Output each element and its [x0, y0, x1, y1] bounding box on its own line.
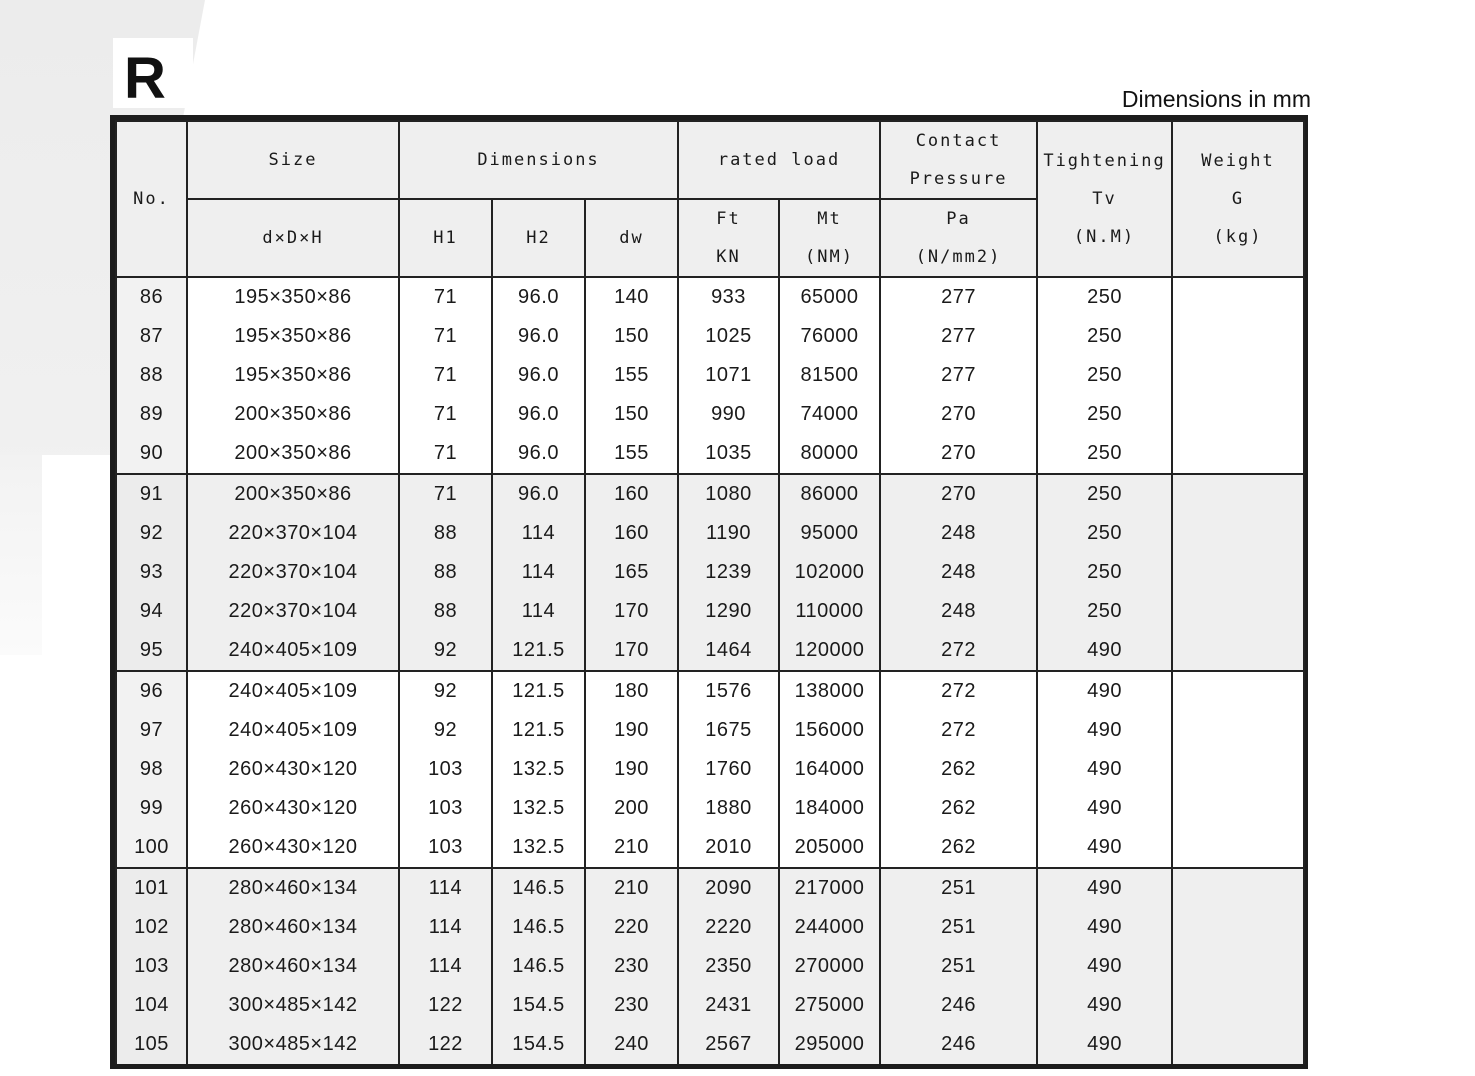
cell-mt: 81500	[779, 356, 880, 395]
cell-ft: 2220	[678, 908, 779, 947]
header-tightening: Tightening Tv (N.M)	[1037, 121, 1172, 277]
cell-mt: 74000	[779, 395, 880, 434]
cell-h2: 121.5	[492, 671, 585, 711]
cell-size: 240×405×109	[187, 631, 399, 671]
cell-size: 195×350×86	[187, 277, 399, 317]
cell-dw: 170	[585, 631, 678, 671]
cell-tv: 250	[1037, 277, 1172, 317]
spec-table	[115, 120, 1305, 1064]
cell-dw: 220	[585, 908, 678, 947]
cell-no: 93	[116, 553, 187, 592]
cell-dw: 155	[585, 434, 678, 474]
cell-mt: 184000	[779, 789, 880, 828]
cell-weight	[1172, 868, 1304, 908]
cell-dw: 230	[585, 986, 678, 1025]
cell-no: 90	[116, 434, 187, 474]
cell-tv: 250	[1037, 356, 1172, 395]
cell-h1: 88	[399, 514, 492, 553]
cell-h2: 146.5	[492, 868, 585, 908]
cell-weight	[1172, 750, 1304, 789]
cell-h1: 71	[399, 317, 492, 356]
cell-ft: 933	[678, 277, 779, 317]
header-no: No.	[116, 121, 187, 277]
cell-h1: 103	[399, 789, 492, 828]
spec-table-frame	[110, 115, 1308, 1069]
header-weight: Weight G (kg)	[1172, 121, 1304, 277]
cell-dw: 150	[585, 317, 678, 356]
table-row	[116, 592, 1304, 631]
cell-dw: 170	[585, 592, 678, 631]
cell-pa: 251	[880, 868, 1037, 908]
cell-h1: 71	[399, 277, 492, 317]
cell-ft: 1071	[678, 356, 779, 395]
header-pa: Pa (N/mm2)	[880, 199, 1037, 277]
table-row	[116, 750, 1304, 789]
cell-pa: 270	[880, 474, 1037, 514]
cell-tv: 490	[1037, 828, 1172, 868]
header-mt: Mt (NM)	[779, 199, 880, 277]
cell-pa: 272	[880, 631, 1037, 671]
cell-pa: 262	[880, 828, 1037, 868]
cell-dw: 190	[585, 711, 678, 750]
cell-tv: 490	[1037, 671, 1172, 711]
cell-h2: 114	[492, 592, 585, 631]
cell-weight	[1172, 947, 1304, 986]
cell-mt: 275000	[779, 986, 880, 1025]
cell-size: 200×350×86	[187, 395, 399, 434]
cell-mt: 244000	[779, 908, 880, 947]
cell-no: 104	[116, 986, 187, 1025]
header-rated-load: rated load	[678, 121, 880, 199]
cell-dw: 155	[585, 356, 678, 395]
cell-dw: 165	[585, 553, 678, 592]
cell-no: 102	[116, 908, 187, 947]
cell-h2: 121.5	[492, 711, 585, 750]
cell-h2: 96.0	[492, 434, 585, 474]
cell-ft: 1025	[678, 317, 779, 356]
cell-no: 100	[116, 828, 187, 868]
cell-h1: 103	[399, 828, 492, 868]
cell-ft: 1080	[678, 474, 779, 514]
cell-h2: 96.0	[492, 317, 585, 356]
table-header	[116, 121, 1304, 277]
cell-weight	[1172, 828, 1304, 868]
cell-size: 220×370×104	[187, 553, 399, 592]
cell-weight	[1172, 317, 1304, 356]
cell-pa: 277	[880, 317, 1037, 356]
table-row	[116, 986, 1304, 1025]
cell-mt: 295000	[779, 1025, 880, 1064]
cell-size: 280×460×134	[187, 868, 399, 908]
cell-tv: 490	[1037, 750, 1172, 789]
cell-size: 260×430×120	[187, 750, 399, 789]
cell-dw: 150	[585, 395, 678, 434]
cell-ft: 1675	[678, 711, 779, 750]
cell-ft: 2090	[678, 868, 779, 908]
cell-mt: 95000	[779, 514, 880, 553]
cell-h1: 122	[399, 986, 492, 1025]
cell-size: 260×430×120	[187, 789, 399, 828]
cell-no: 99	[116, 789, 187, 828]
cell-pa: 248	[880, 592, 1037, 631]
table-row	[116, 828, 1304, 868]
header-contact-pressure: Contact Pressure	[880, 121, 1037, 199]
header-ft: Ft KN	[678, 199, 779, 277]
table-row	[116, 277, 1304, 317]
cell-h1: 71	[399, 474, 492, 514]
cell-h1: 71	[399, 434, 492, 474]
table-row	[116, 671, 1304, 711]
cell-h1: 88	[399, 592, 492, 631]
cell-h2: 114	[492, 553, 585, 592]
cell-ft: 2567	[678, 1025, 779, 1064]
header-h2: H2	[492, 199, 585, 277]
cell-tv: 250	[1037, 317, 1172, 356]
cell-weight	[1172, 514, 1304, 553]
cell-h2: 154.5	[492, 1025, 585, 1064]
cell-h1: 114	[399, 868, 492, 908]
cell-size: 220×370×104	[187, 514, 399, 553]
cell-mt: 120000	[779, 631, 880, 671]
cell-size: 240×405×109	[187, 711, 399, 750]
header-size: Size	[187, 121, 399, 199]
table-row	[116, 317, 1304, 356]
cell-no: 97	[116, 711, 187, 750]
cell-h1: 122	[399, 1025, 492, 1064]
table-row	[116, 631, 1304, 671]
cell-mt: 164000	[779, 750, 880, 789]
cell-weight	[1172, 395, 1304, 434]
cell-h2: 154.5	[492, 986, 585, 1025]
cell-no: 91	[116, 474, 187, 514]
cell-pa: 246	[880, 1025, 1037, 1064]
cell-h1: 92	[399, 711, 492, 750]
cell-pa: 270	[880, 434, 1037, 474]
cell-h2: 96.0	[492, 356, 585, 395]
cell-pa: 246	[880, 986, 1037, 1025]
cell-no: 95	[116, 631, 187, 671]
cell-tv: 490	[1037, 789, 1172, 828]
cell-h2: 121.5	[492, 631, 585, 671]
cell-no: 101	[116, 868, 187, 908]
cell-pa: 272	[880, 711, 1037, 750]
cell-pa: 251	[880, 908, 1037, 947]
cell-tv: 490	[1037, 908, 1172, 947]
cell-mt: 138000	[779, 671, 880, 711]
cell-dw: 230	[585, 947, 678, 986]
cell-tv: 490	[1037, 1025, 1172, 1064]
cell-tv: 250	[1037, 553, 1172, 592]
table-row	[116, 868, 1304, 908]
table-row	[116, 474, 1304, 514]
cell-tv: 490	[1037, 947, 1172, 986]
cell-pa: 262	[880, 789, 1037, 828]
cell-dw: 180	[585, 671, 678, 711]
cell-no: 87	[116, 317, 187, 356]
cell-h1: 114	[399, 908, 492, 947]
cell-mt: 217000	[779, 868, 880, 908]
cell-weight	[1172, 356, 1304, 395]
table-row	[116, 514, 1304, 553]
cell-h2: 132.5	[492, 789, 585, 828]
cell-weight	[1172, 986, 1304, 1025]
cell-no: 88	[116, 356, 187, 395]
cell-ft: 2350	[678, 947, 779, 986]
cell-ft: 1035	[678, 434, 779, 474]
cell-ft: 1576	[678, 671, 779, 711]
cell-mt: 156000	[779, 711, 880, 750]
cell-pa: 251	[880, 947, 1037, 986]
cell-no: 98	[116, 750, 187, 789]
row-group-2	[116, 474, 1304, 671]
header-dw: dw	[585, 199, 678, 277]
row-group-3	[116, 671, 1304, 868]
cell-weight	[1172, 908, 1304, 947]
cell-dw: 240	[585, 1025, 678, 1064]
cell-ft: 2010	[678, 828, 779, 868]
cell-tv: 250	[1037, 514, 1172, 553]
cell-dw: 160	[585, 474, 678, 514]
cell-mt: 80000	[779, 434, 880, 474]
header-size-formula: d×D×H	[187, 199, 399, 277]
cell-dw: 200	[585, 789, 678, 828]
cell-size: 200×350×86	[187, 434, 399, 474]
cell-mt: 65000	[779, 277, 880, 317]
cell-tv: 250	[1037, 474, 1172, 514]
cell-ft: 1464	[678, 631, 779, 671]
cell-dw: 210	[585, 868, 678, 908]
table-row	[116, 789, 1304, 828]
cell-mt: 86000	[779, 474, 880, 514]
cell-h1: 92	[399, 671, 492, 711]
table-row	[116, 1025, 1304, 1064]
cell-mt: 205000	[779, 828, 880, 868]
cell-weight	[1172, 553, 1304, 592]
cell-h2: 96.0	[492, 474, 585, 514]
cell-weight	[1172, 474, 1304, 514]
units-note: Dimensions in mm	[1121, 86, 1311, 112]
table-row	[116, 395, 1304, 434]
table-row	[116, 356, 1304, 395]
cell-mt: 102000	[779, 553, 880, 592]
cell-pa: 272	[880, 671, 1037, 711]
cell-pa: 277	[880, 277, 1037, 317]
cell-tv: 250	[1037, 592, 1172, 631]
background-strip	[0, 455, 42, 655]
cell-weight	[1172, 789, 1304, 828]
cell-size: 280×460×134	[187, 908, 399, 947]
cell-h1: 103	[399, 750, 492, 789]
cell-tv: 490	[1037, 711, 1172, 750]
cell-h1: 71	[399, 395, 492, 434]
cell-h2: 96.0	[492, 395, 585, 434]
cell-size: 220×370×104	[187, 592, 399, 631]
header-h1: H1	[399, 199, 492, 277]
cell-ft: 1760	[678, 750, 779, 789]
cell-size: 260×430×120	[187, 828, 399, 868]
cell-ft: 1290	[678, 592, 779, 631]
cell-no: 105	[116, 1025, 187, 1064]
cell-h2: 146.5	[492, 947, 585, 986]
cell-h1: 114	[399, 947, 492, 986]
table-row	[116, 947, 1304, 986]
cell-no: 103	[116, 947, 187, 986]
cell-dw: 210	[585, 828, 678, 868]
cell-weight	[1172, 711, 1304, 750]
row-group-4	[116, 868, 1304, 1064]
cell-ft: 1239	[678, 553, 779, 592]
cell-no: 94	[116, 592, 187, 631]
cell-tv: 250	[1037, 395, 1172, 434]
cell-no: 89	[116, 395, 187, 434]
cell-dw: 140	[585, 277, 678, 317]
cell-dw: 160	[585, 514, 678, 553]
cell-mt: 270000	[779, 947, 880, 986]
cell-ft: 2431	[678, 986, 779, 1025]
header-dimensions: Dimensions	[399, 121, 678, 199]
cell-size: 195×350×86	[187, 317, 399, 356]
cell-weight	[1172, 1025, 1304, 1064]
cell-no: 92	[116, 514, 187, 553]
cell-size: 240×405×109	[187, 671, 399, 711]
cell-mt: 110000	[779, 592, 880, 631]
cell-tv: 490	[1037, 868, 1172, 908]
table-row	[116, 908, 1304, 947]
cell-weight	[1172, 434, 1304, 474]
cell-weight	[1172, 671, 1304, 711]
cell-no: 86	[116, 277, 187, 317]
row-group-1	[116, 277, 1304, 474]
cell-h1: 92	[399, 631, 492, 671]
cell-mt: 76000	[779, 317, 880, 356]
table-row	[116, 711, 1304, 750]
cell-pa: 248	[880, 514, 1037, 553]
cell-weight	[1172, 631, 1304, 671]
cell-tv: 490	[1037, 631, 1172, 671]
cell-ft: 1880	[678, 789, 779, 828]
cell-pa: 262	[880, 750, 1037, 789]
cell-size: 300×485×142	[187, 1025, 399, 1064]
cell-pa: 277	[880, 356, 1037, 395]
cell-size: 195×350×86	[187, 356, 399, 395]
cell-h1: 71	[399, 356, 492, 395]
cell-size: 300×485×142	[187, 986, 399, 1025]
cell-no: 96	[116, 671, 187, 711]
cell-h2: 114	[492, 514, 585, 553]
cell-dw: 190	[585, 750, 678, 789]
cell-weight	[1172, 592, 1304, 631]
table-row	[116, 434, 1304, 474]
cell-ft: 990	[678, 395, 779, 434]
cell-size: 280×460×134	[187, 947, 399, 986]
cell-tv: 250	[1037, 434, 1172, 474]
cell-size: 200×350×86	[187, 474, 399, 514]
cell-h2: 146.5	[492, 908, 585, 947]
cell-tv: 490	[1037, 986, 1172, 1025]
cell-h2: 132.5	[492, 828, 585, 868]
cell-h2: 96.0	[492, 277, 585, 317]
series-logo-letter: R	[124, 46, 166, 111]
cell-weight	[1172, 277, 1304, 317]
table-row	[116, 553, 1304, 592]
cell-pa: 248	[880, 553, 1037, 592]
cell-h2: 132.5	[492, 750, 585, 789]
cell-ft: 1190	[678, 514, 779, 553]
cell-h1: 88	[399, 553, 492, 592]
cell-pa: 270	[880, 395, 1037, 434]
